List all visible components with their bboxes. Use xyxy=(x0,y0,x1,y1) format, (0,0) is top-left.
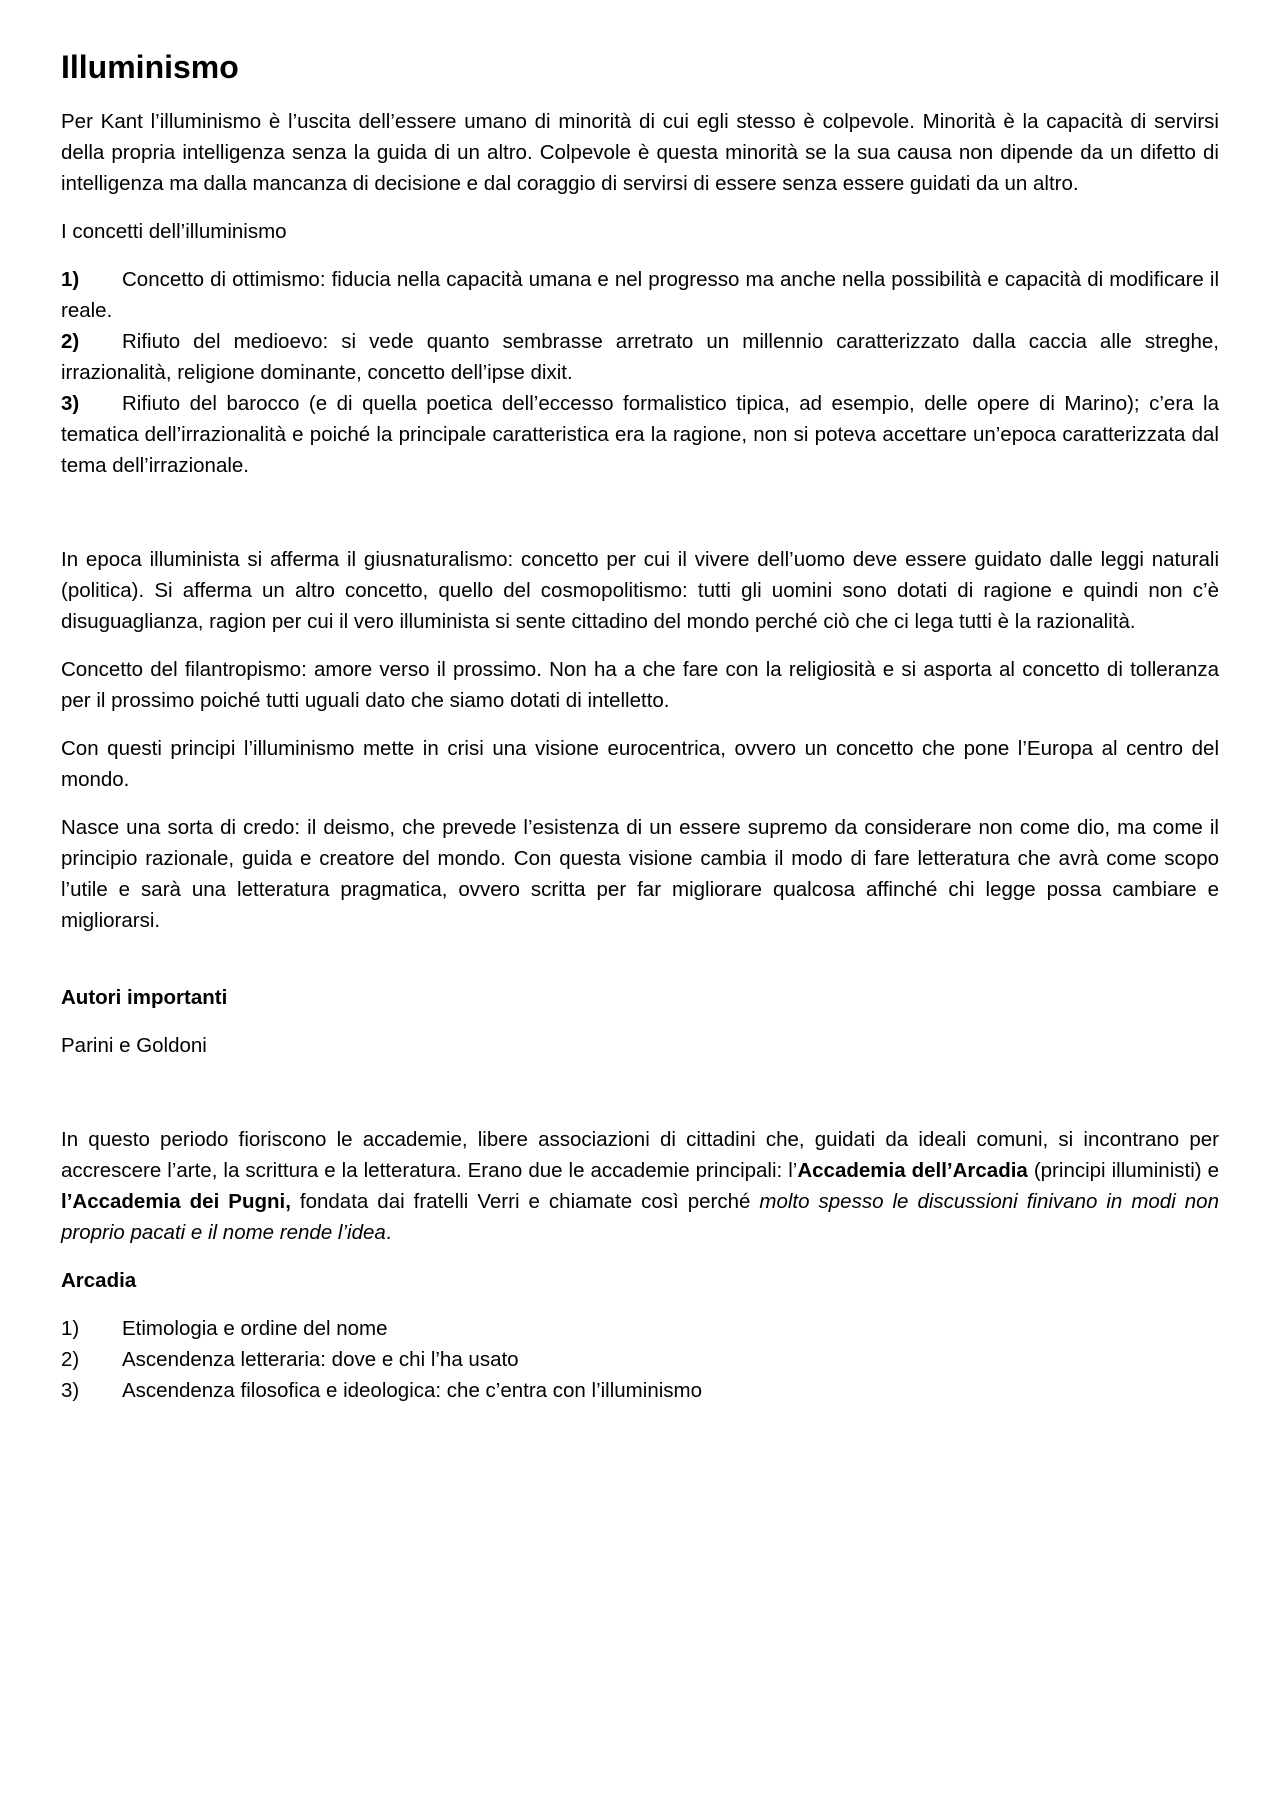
list-text: Rifiuto del barocco (e di quella poetica dell’eccesso formalistico tipica, ad esempio, delle opere di Marino); c’era la tematica dell’irrazionalità e poiché la principale caratteristica era la ragione, non si poteva accettare un’epoca caratterizzata dal tema dell’irrazionale. xyxy=(61,392,1219,478)
academies-paragraph xyxy=(61,1124,1219,1248)
intro-paragraph: Per Kant l’illuminismo è l’uscita dell’essere umano di minorità di cui egli stesso è colpevole. Minorità è la capacità di servirsi della propria intelligenza senza la guida di un altro. Colpevole è questa minorità se la sua causa non dipende da un difetto di intelligenza ma dalla mancanza di decisione e dal coraggio di servirsi di essere senza essere guidati da un altro. xyxy=(61,110,1219,196)
academy-pugni-name: l’Accademia dei Pugni, xyxy=(61,1190,291,1214)
document-page xyxy=(61,48,1219,1406)
list-item xyxy=(61,1344,1219,1375)
list-number: 1) xyxy=(61,268,80,292)
authors-heading: Autori importanti xyxy=(61,986,228,1010)
list-item xyxy=(61,1313,1219,1344)
list-text: Rifiuto del medioevo: si vede quanto sembrasse arretrato un millennio caratterizzato dalla caccia alle streghe, irrazionalità, religione dominante, concetto dell’ipse dixit. xyxy=(61,330,1219,385)
list-number: 3) xyxy=(61,392,80,416)
list-number: 2) xyxy=(61,330,80,354)
paragraph-giusnaturalismo: In epoca illuminista si afferma il giusnaturalismo: concetto per cui il vivere dell’uomo deve essere guidato dalle leggi naturali (politica). Si afferma un altro concetto, quello del cosmopolitismo: tutti gli uomini sono dotati di ragione e quindi non c’è disuguaglianza, ragion per cui il vero illuminista si sente cittadino del mondo perché ciò che ci lega tutti è la razionalità. xyxy=(61,548,1219,634)
list-number: 2) xyxy=(61,1348,80,1372)
arcadia-heading: Arcadia xyxy=(61,1269,137,1293)
page-title: Illuminismo xyxy=(61,49,239,85)
academy-arcadia-name: Accademia dell’Arcadia xyxy=(797,1159,1028,1183)
academies-text-2: (principi illuministi) e xyxy=(1027,1159,1219,1183)
academies-text-3: fondata dai fratelli Verri e chiamate così perché xyxy=(290,1190,760,1214)
list-text: Concetto di ottimismo: fiducia nella capacità umana e nel progresso ma anche nella possibilità e capacità di modificare il reale. xyxy=(61,268,1219,323)
list-item xyxy=(61,388,1219,481)
list-text: Ascendenza letteraria: dove e chi l’ha usato xyxy=(122,1348,519,1372)
paragraph-eurocentrismo: Con questi principi l’illuminismo mette in crisi una visione eurocentrica, ovvero un concetto che pone l’Europa al centro del mondo. xyxy=(61,737,1219,792)
academies-text-end: . xyxy=(385,1221,392,1245)
concepts-list xyxy=(61,264,1219,481)
paragraph-deismo: Nasce una sorta di credo: il deismo, che prevede l’esistenza di un essere supremo da considerare non come dio, ma come il principio razionale, guida e creatore del mondo. Con questa visione cambia il modo di fare letteratura che avrà come scopo l’utile e sarà una letteratura pragmatica, ovvero scritta per far migliorare qualcosa affinché chi legge possa cambiare e migliorarsi. xyxy=(61,816,1219,933)
arcadia-list xyxy=(61,1313,1219,1406)
list-item xyxy=(61,326,1219,388)
concepts-label: I concetti dell’illuminismo xyxy=(61,220,287,244)
academies-italic-text: molto spesso le discussioni finivano in modi non proprio pacati e il nome rende l’idea xyxy=(61,1190,1219,1245)
academies-text-1: In questo periodo fioriscono le accademie, libere associazioni di cittadini che, guidati da ideali comuni, si incontrano per accrescere l’arte, la scrittura e la letteratura. Erano due le accademie principali: l’ xyxy=(61,1128,1219,1183)
paragraph-filantropismo: Concetto del filantropismo: amore verso il prossimo. Non ha a che fare con la religiosità e si asporta al concetto di tolleranza per il prossimo poiché tutti uguali dato che siamo dotati di intelletto. xyxy=(61,658,1219,713)
authors-text: Parini e Goldoni xyxy=(61,1034,207,1058)
list-number: 1) xyxy=(61,1317,80,1341)
list-item xyxy=(61,264,1219,326)
list-text: Ascendenza filosofica e ideologica: che c’entra con l’illuminismo xyxy=(122,1379,702,1403)
list-number: 3) xyxy=(61,1379,80,1403)
list-text: Etimologia e ordine del nome xyxy=(122,1317,388,1341)
list-item xyxy=(61,1375,1219,1406)
